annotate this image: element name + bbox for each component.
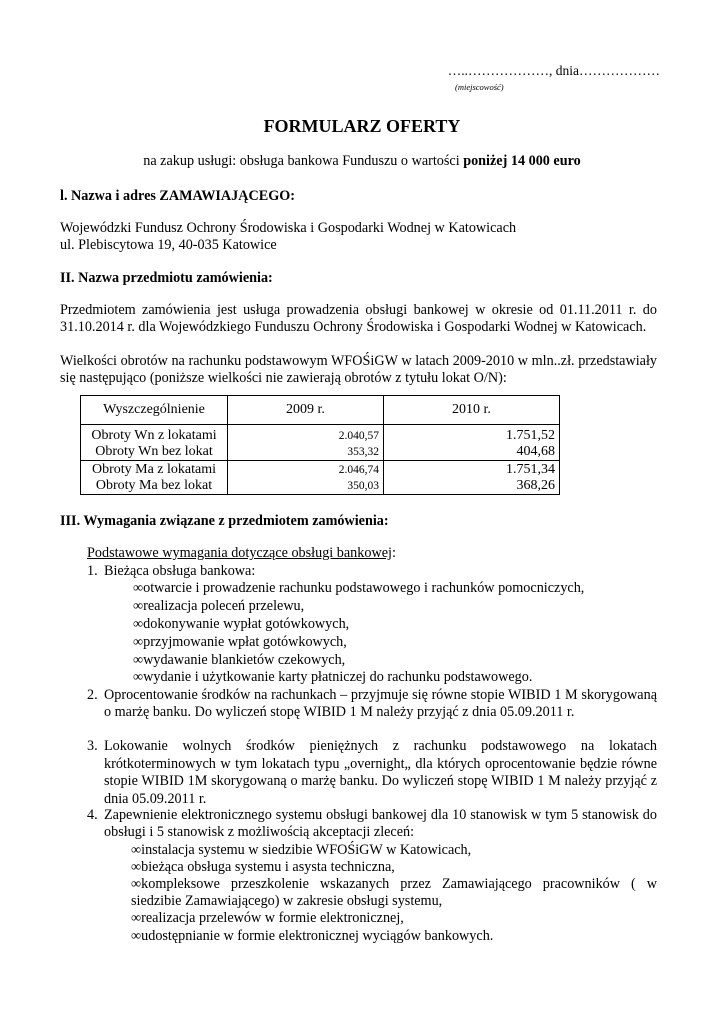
bullet-symbol: ∞	[131, 928, 142, 944]
bullet-symbol: ∞	[133, 580, 144, 596]
row-label: Obroty Ma z lokatami	[91, 462, 217, 477]
list-item	[131, 876, 657, 910]
table-cell-2009	[228, 461, 384, 495]
value-2009: 353,32	[347, 446, 379, 458]
bullet-symbol: ∞	[133, 634, 144, 650]
bullet-text: realizacja przelewów w formie elektronicznej,	[141, 910, 404, 926]
bullet-text: bieżąca obsługa systemu i asysta techniczna,	[141, 859, 395, 875]
subtitle-prefix: na zakup usługi: obsługa bankowa Funduszu o wartości	[143, 153, 464, 169]
bullet-text: wydanie i użytkowanie karty płatniczej do rachunku podstawowego.	[143, 669, 533, 685]
requirements-intro-suffix: :	[391, 545, 396, 561]
row-label: Obroty Wn bez lokat	[95, 444, 213, 459]
list-item	[133, 634, 347, 651]
item-text: Bieżąca obsługa bankowa:	[104, 563, 256, 579]
item-number: 3.	[87, 738, 98, 754]
table-header-row	[81, 396, 560, 425]
value-2009: 350,03	[347, 480, 379, 492]
turnover-table	[80, 395, 560, 495]
section1-heading: l. Nazwa i adres ZAMAWIAJĄCEGO:	[60, 188, 296, 204]
value-2009: 2.046,74	[338, 464, 379, 476]
row-label: Obroty Wn z lokatami	[91, 428, 217, 443]
list-item	[131, 928, 493, 945]
bullet-symbol: ∞	[131, 842, 142, 858]
orderer-name: Wojewódzki Fundusz Ochrony Środowiska i Gospodarki Wodnej w Katowicach	[60, 220, 517, 236]
section2-paragraph1: Przedmiotem zamówienia jest usługa prowadzenia obsługi bankowej w okresie od 01.11.2011 r. do 31.10.2014 r. dla Wojewódzkiego Funduszu Ochrony Środowiska i Gospodarki Wodnej w Katowicach.	[60, 302, 657, 336]
bullet-text: udostępnianie w formie elektronicznej wyciągów bankowych.	[141, 928, 494, 944]
table-header-cell: 2010 r.	[384, 396, 560, 425]
section3-heading: III. Wymagania związane z przedmiotem zamówienia:	[60, 513, 389, 529]
table-header-cell: 2009 r.	[228, 396, 384, 425]
list-item	[131, 859, 395, 876]
list-item	[133, 669, 532, 686]
value-2010: 1.751,52	[506, 428, 555, 443]
subtitle-bold: poniżej 14 000 euro	[463, 153, 581, 169]
bullet-text: dokonywanie wypłat gotówkowych,	[143, 616, 350, 632]
bullet-symbol: ∞	[131, 876, 142, 892]
bullet-text: realizacja poleceń przelewu,	[143, 598, 305, 614]
requirements-intro-underlined: Podstawowe wymagania dotyczące obsługi bankowej	[87, 545, 392, 561]
table-cell-2010	[384, 425, 560, 461]
list-item	[133, 598, 304, 615]
row-label: Obroty Ma bez lokat	[95, 478, 213, 493]
value-2009: 2.040,57	[338, 430, 379, 442]
list-item	[133, 652, 345, 669]
place-date-line: …..………………, dnia………………	[447, 63, 660, 78]
bullet-symbol: ∞	[131, 910, 142, 926]
item-text: Oprocentowanie środków na rachunkach – przyjmuje się równe stopie WIBID 1 M skorygowaną o marżę banku. Do wyliczeń stopę WIBID 1 M należy przyjąć z dnia 05.09.2011 r.	[104, 687, 657, 721]
orderer-address: ul. Plebiscytowa 19, 40-035 Katowice	[60, 237, 277, 253]
list-item	[131, 842, 471, 859]
item-text: Zapewnienie elektronicznego systemu obsługi bankowej dla 10 stanowisk w tym 5 stanowisk do obsługi i 5 stanowisk z możliwością akceptacji zleceń:	[104, 807, 657, 841]
value-2010: 404,68	[516, 444, 555, 459]
section2-heading: II. Nazwa przedmiotu zamówienia:	[60, 270, 273, 286]
section2-paragraph2: Wielkości obrotów na rachunku podstawowym WFOŚiGW w latach 2009-2010 w mln..zł. przedstawiały się następująco (poniższe wielkości nie zawierają obrotów z tytułu lokat O/N):	[60, 353, 657, 387]
item-text: Lokowanie wolnych środków pieniężnych z rachunku podstawowego na lokatach krótkoterminowych w tym lokatach typu „overnight„ dla których oprocentowanie będzie równe stopie WIBID 1M skorygowaną o marżę banku. Do wyliczeń stopę WIBID 1 M należy przyjąć z dnia 05.09.2011 r.	[104, 738, 657, 807]
subtitle	[0, 153, 724, 170]
item-number: 1.	[87, 563, 98, 579]
bullet-text: wydawanie blankietów czekowych,	[143, 652, 346, 668]
bullet-text: instalacja systemu w siedzibie WFOŚiGW w Katowicach,	[141, 842, 472, 858]
bullet-symbol: ∞	[131, 859, 142, 875]
bullet-text: przyjmowanie wpłat gotówkowych,	[143, 634, 347, 650]
value-2010: 368,26	[516, 478, 555, 493]
item-number: 4.	[87, 807, 98, 823]
table-cell-2009	[228, 425, 384, 461]
requirements-intro	[87, 545, 396, 562]
item-number: 2.	[87, 687, 98, 703]
bullet-symbol: ∞	[133, 616, 144, 632]
table-cell-label	[81, 461, 228, 495]
table-row	[81, 461, 560, 495]
table-cell-2010	[384, 461, 560, 495]
place-caption: (miejscowość)	[455, 82, 504, 92]
table-row	[81, 425, 560, 461]
list-item	[133, 580, 584, 597]
bullet-text: otwarcie i prowadzenie rachunku podstawowego i rachunków pomocniczych,	[143, 580, 585, 596]
bullet-symbol: ∞	[133, 652, 144, 668]
list-item	[133, 616, 349, 633]
bullet-symbol: ∞	[133, 598, 144, 614]
value-2010: 1.751,34	[506, 462, 555, 477]
table-header-cell: Wyszczególnienie	[81, 396, 228, 425]
list-item	[131, 910, 404, 927]
page-title: FORMULARZ OFERTY	[263, 116, 461, 136]
bullet-text: kompleksowe przeszkolenie wskazanych przez Zamawiającego pracowników ( w siedzibie Zamawiającego) w zakresie obsługi systemu,	[131, 876, 657, 910]
table-cell-label	[81, 425, 228, 461]
bullet-symbol: ∞	[133, 669, 144, 685]
